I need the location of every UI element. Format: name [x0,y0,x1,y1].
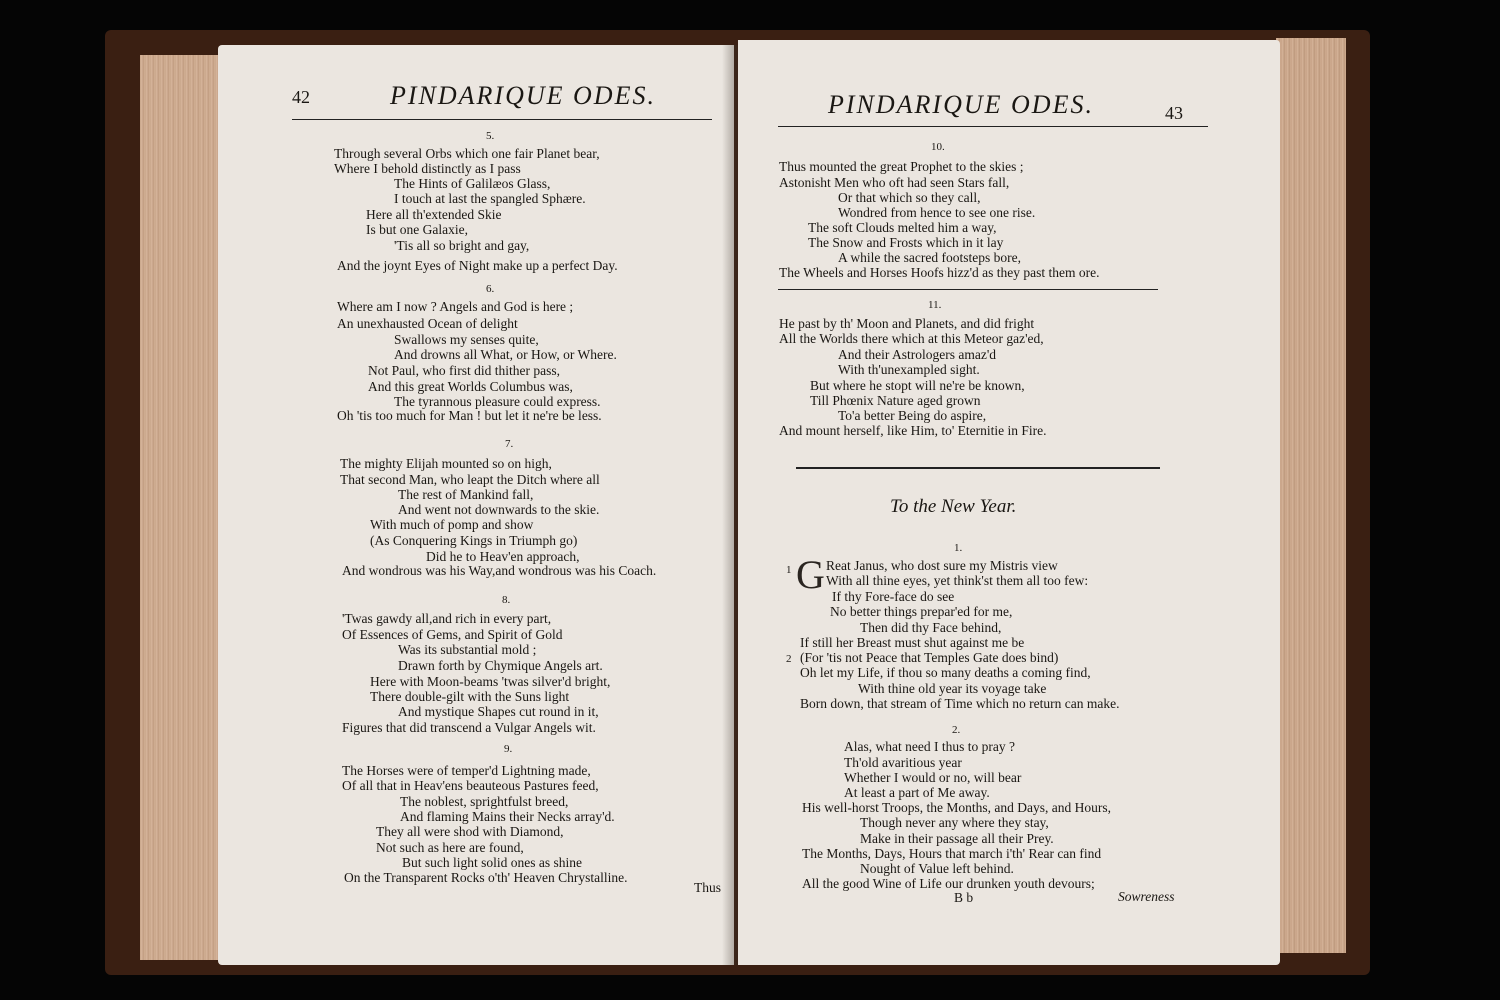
page-number: 42 [292,87,310,107]
verse-line: The Wheels and Horses Hoofs hizz'd as they past them ore. [779,265,1100,280]
verse-line: And their Astrologers amaz'd [838,347,997,362]
verse-line: If thy Fore-face do see [832,589,955,604]
header-rule [292,119,712,120]
verse-line: All the good Wine of Life our drunken youth devours; [802,876,1095,891]
drop-cap: G [796,552,825,597]
catchword: Sowreness [1118,889,1175,904]
verse-line: Whether I would or no, will bear [844,770,1022,785]
verse-line: Not Paul, who first did thither pass, [368,363,560,378]
stanza-number: 6. [486,283,495,295]
left-page [218,45,734,965]
verse-line: Th'old avaritious year [844,755,962,770]
verse-line: 'Twas gawdy all,and rich in every part, [342,611,552,626]
verse-line: Where am I now ? Angels and God is here ; [337,299,574,314]
stanza-number: 2. [952,724,961,736]
signature-mark: B b [954,890,974,905]
stanza-number: 11. [928,299,942,311]
verse-line: The Months, Days, Hours that march i'th' Rear can find [802,846,1102,861]
verse-line: And mount herself, like Him, to' Eternitie in Fire. [779,423,1047,438]
verse-line: At least a part of Me away. [844,785,990,800]
verse-line: There double-gilt with the Suns light [370,689,570,704]
verse-line: Or that which so they call, [838,190,981,205]
verse-line: And wondrous was his Way,and wondrous was his Coach. [342,563,657,578]
verse-line: Is but one Galaxie, [366,222,468,237]
catchword: Thus [694,880,721,895]
stanza-number: 7. [505,438,514,450]
verse-line: But such light solid ones as shine [402,855,582,870]
verse-line: Till Phœnix Nature aged grown [810,393,981,408]
verse-line: Where I behold distinctly as I pass [334,161,521,176]
verse-line: The tyrannous pleasure could express. [394,394,601,409]
verse-line: And drowns all What, or How, or Where. [394,347,617,362]
verse-line: Here with Moon-beams 'twas silver'd bright, [370,674,611,689]
verse-line: Though never any where they stay, [860,815,1049,830]
verse-line: On the Transparent Rocks o'th' Heaven Chrystalline. [344,870,628,885]
verse-line: The soft Clouds melted him a way, [808,220,997,235]
verse-line: Oh 'tis too much for Man ! but let it ne're be less. [337,408,602,423]
verse-line: The noblest, sprightfulst breed, [400,794,569,809]
verse-line: And this great Worlds Columbus was, [368,379,573,394]
verse-line: Not such as here are found, [376,840,524,855]
stanza-number: 1. [954,542,963,554]
margin-number: 2 [786,653,792,665]
verse-line: And flaming Mains their Necks array'd. [400,809,615,824]
running-title: PINDARIQUE ODES. [828,90,1094,119]
verse-line: The mighty Elijah mounted so on high, [340,456,552,471]
margin-number: 1 [786,564,792,576]
verse-line: Was its substantial mold ; [398,642,537,657]
verse-line: The Snow and Frosts which in it lay [808,235,1004,250]
verse-line: To'a better Being do aspire, [838,408,987,423]
stanza-number: 8. [502,594,511,606]
verse-line: Did he to Heav'en approach, [426,549,580,564]
verse-line: Born down, that stream of Time which no return can make. [800,696,1120,711]
verse-line: And the joynt Eyes of Night make up a perfect Day. [337,258,618,273]
verse-line: Swallows my senses quite, [394,332,539,347]
stanza-number: 10. [931,141,945,153]
verse-line: An unexhausted Ocean of delight [337,316,518,331]
running-title: PINDARIQUE ODES. [390,81,656,110]
verse-line: His well-horst Troops, the Months, and Days, and Hours, [802,800,1111,815]
section-rule [796,467,1160,469]
verse-line: Nought of Value left behind. [860,861,1014,876]
verse-line: That second Man, who leapt the Ditch where all [340,472,600,487]
verse-line: The Hints of Galilæos Glass, [394,176,551,191]
ode-title: To the New Year. [890,496,1017,517]
verse-line: 'Tis all so bright and gay, [394,238,530,253]
verse-line: I touch at last the spangled Sphære. [394,191,586,206]
verse-line: With much of pomp and show [370,517,534,532]
verse-line: Here all th'extended Skie [366,207,502,222]
verse-line: Astonisht Men who oft had seen Stars fall, [779,175,1010,190]
verse-line: Make in their passage all their Prey. [860,831,1054,846]
header-rule [778,126,1208,127]
verse-line: And went not downwards to the skie. [398,502,600,517]
page-number: 43 [1165,103,1183,123]
verse-line: Through several Orbs which one fair Planet bear, [334,146,600,161]
verse-line: Thus mounted the great Prophet to the skies ; [779,159,1024,174]
verse-line: With all thine eyes, yet think'st them all too few: [826,573,1089,588]
verse-line: With th'unexampled sight. [838,362,980,377]
verse-line: Drawn forth by Chymique Angels art. [398,658,603,673]
verse-line: He past by th' Moon and Planets, and did fright [779,316,1035,331]
verse-line: (As Conquering Kings in Triumph go) [370,533,578,548]
verse-line: Figures that did transcend a Vulgar Angels wit. [342,720,596,735]
verse-line: A while the sacred footsteps bore, [838,250,1021,265]
verse-line: And mystique Shapes cut round in it, [398,704,599,719]
stanza-number: 5. [486,130,495,142]
verse-line: Of all that in Heav'ens beauteous Pastures feed, [342,778,599,793]
verse-line: Reat Janus, who dost sure my Mistris view [826,558,1058,573]
right-page-edges [1276,38,1346,953]
verse-line: If still her Breast must shut against me be [800,635,1025,650]
verse-line: The Horses were of temper'd Lightning made, [342,763,591,778]
verse-line: They all were shod with Diamond, [376,824,564,839]
verse-line: But where he stopt will ne're be known, [810,378,1025,393]
verse-line: Then did thy Face behind, [860,620,1002,635]
verse-line: All the Worlds there which at this Meteor gaz'ed, [779,331,1044,346]
verse-line: Of Essences of Gems, and Spirit of Gold [342,627,563,642]
verse-line: With thine old year its voyage take [858,681,1047,696]
verse-line: Wondred from hence to see one rise. [838,205,1036,220]
verse-line: The rest of Mankind fall, [398,487,534,502]
verse-line: No better things prepar'ed for me, [830,604,1013,619]
verse-line: Alas, what need I thus to pray ? [844,739,1015,754]
section-rule [778,289,1158,290]
verse-line: (For 'tis not Peace that Temples Gate does bind) [800,650,1059,665]
verse-line: Oh let my Life, if thou so many deaths a coming find, [800,665,1091,680]
right-page [738,40,1280,965]
stanza-number: 9. [504,743,513,755]
